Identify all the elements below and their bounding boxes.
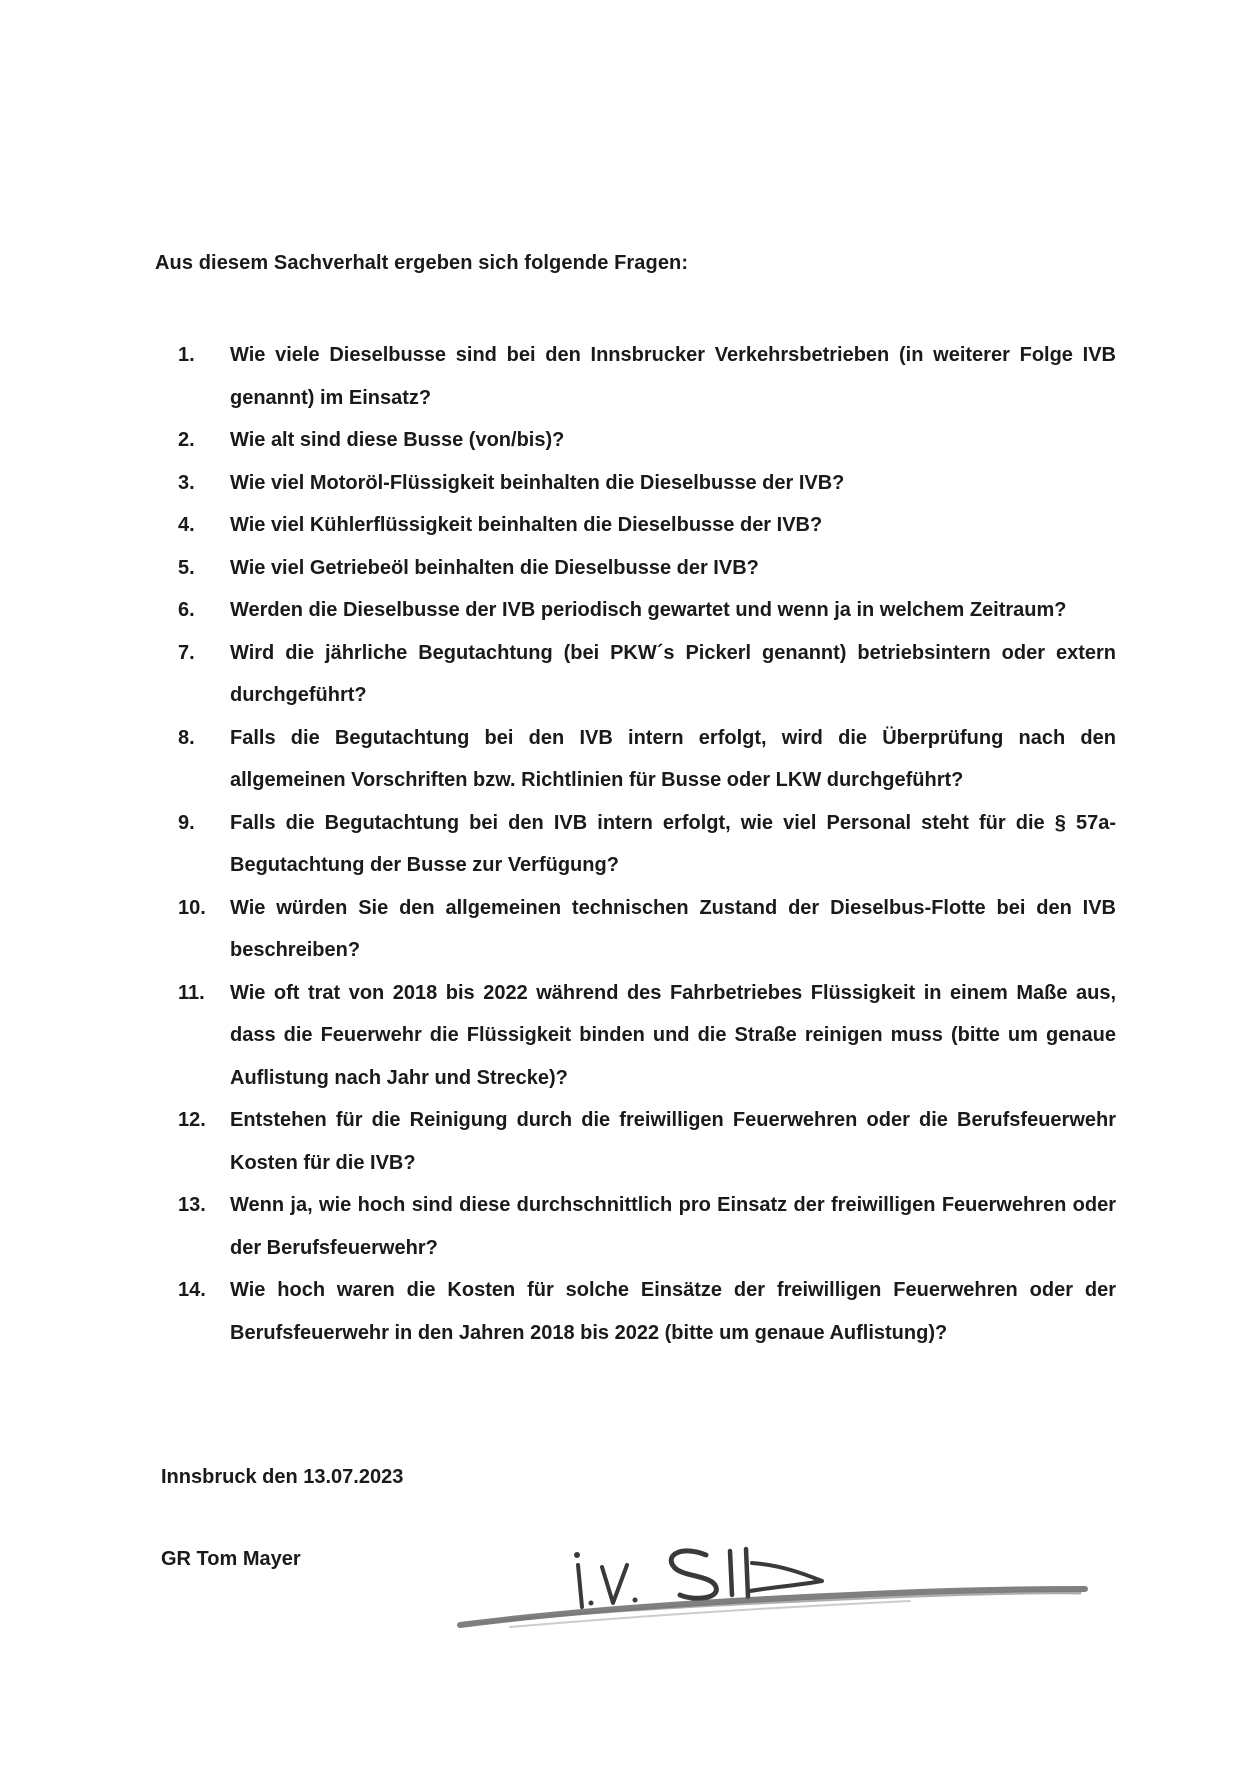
question-number: 13. xyxy=(178,1194,206,1216)
question-text: Entstehen für die Reinigung durch die freiwilligen Feuerwehren oder die Berufsfeuerwehr Kosten für die IVB? xyxy=(230,1109,1116,1174)
question-number: 9. xyxy=(178,811,195,834)
intro-heading: Aus diesem Sachverhalt ergeben sich folgende Fragen: xyxy=(155,252,689,274)
question-text: Wird die jährliche Begutachtung (bei PKW´s Pickerl genannt) betriebsintern oder extern durchgeführt? xyxy=(230,641,1116,706)
author-name: GR Tom Mayer xyxy=(161,1548,301,1570)
question-number: 12. xyxy=(178,1109,206,1131)
question-item xyxy=(178,1099,1116,1184)
handwritten-signature xyxy=(450,1515,1090,1635)
question-text: Wie viele Dieselbusse sind bei den Innsbrucker Verkehrsbetrieben (in weiterer Folge IVB genannt) im Einsatz? xyxy=(230,344,1116,409)
question-item xyxy=(178,972,1116,1100)
question-number: 4. xyxy=(178,514,195,536)
question-text: Wie oft trat von 2018 bis 2022 während des Fahrbetriebes Flüssigkeit in einem Maße aus, dass die Feuerwehr die Flüssigkeit binden und die Straße reinigen muss (bitte um genaue Auflistung nach Jahr und Strecke)? xyxy=(230,981,1116,1089)
question-item xyxy=(178,887,1116,972)
question-list xyxy=(178,334,1116,1354)
question-item xyxy=(178,802,1116,887)
question-item xyxy=(178,462,1116,505)
question-number: 6. xyxy=(178,599,195,621)
question-item xyxy=(178,547,1116,590)
question-number: 3. xyxy=(178,471,195,494)
question-text: Wie hoch waren die Kosten für solche Einsätze der freiwilligen Feuerwehren oder der Berufsfeuerwehr in den Jahren 2018 bis 2022 (bitte um genaue Auflistung)? xyxy=(230,1279,1116,1344)
question-text: Falls die Begutachtung bei den IVB intern erfolgt, wie viel Personal steht für die § 57a-Begutachtung der Busse zur Verfügung? xyxy=(230,811,1116,876)
question-number: 14. xyxy=(178,1279,206,1301)
question-text: Wie viel Motoröl-Flüssigkeit beinhalten die Dieselbusse der IVB? xyxy=(230,471,845,494)
question-number: 1. xyxy=(178,344,195,366)
question-number: 7. xyxy=(178,641,195,664)
question-number: 8. xyxy=(178,726,195,749)
question-number: 5. xyxy=(178,556,195,579)
question-item xyxy=(178,334,1116,419)
question-item xyxy=(178,1184,1116,1269)
place-date: Innsbruck den 13.07.2023 xyxy=(161,1466,404,1488)
question-text: Wie viel Getriebeöl beinhalten die Dieselbusse der IVB? xyxy=(230,556,759,579)
question-text: Werden die Dieselbusse der IVB periodisch gewartet und wenn ja in welchem Zeitraum? xyxy=(230,599,1067,621)
question-number: 10. xyxy=(178,896,206,919)
question-item xyxy=(178,717,1116,802)
question-text: Falls die Begutachtung bei den IVB intern erfolgt, wird die Überprüfung nach den allgemeinen Vorschriften bzw. Richtlinien für Busse oder LKW durchgeführt? xyxy=(230,726,1116,791)
question-item xyxy=(178,1269,1116,1354)
question-item xyxy=(178,632,1116,717)
question-text: Wie alt sind diese Busse (von/bis)? xyxy=(230,429,565,451)
question-text: Wie viel Kühlerflüssigkeit beinhalten die Dieselbusse der IVB? xyxy=(230,514,823,536)
question-item xyxy=(178,589,1116,632)
question-item xyxy=(178,419,1116,462)
question-text: Wie würden Sie den allgemeinen technischen Zustand der Dieselbus-Flotte bei den IVB beschreiben? xyxy=(230,896,1116,961)
question-number: 2. xyxy=(178,429,195,451)
question-item xyxy=(178,504,1116,547)
question-text: Wenn ja, wie hoch sind diese durchschnittlich pro Einsatz der freiwilligen Feuerwehren oder der Berufsfeuerwehr? xyxy=(230,1194,1116,1259)
question-number: 11. xyxy=(178,981,205,1004)
